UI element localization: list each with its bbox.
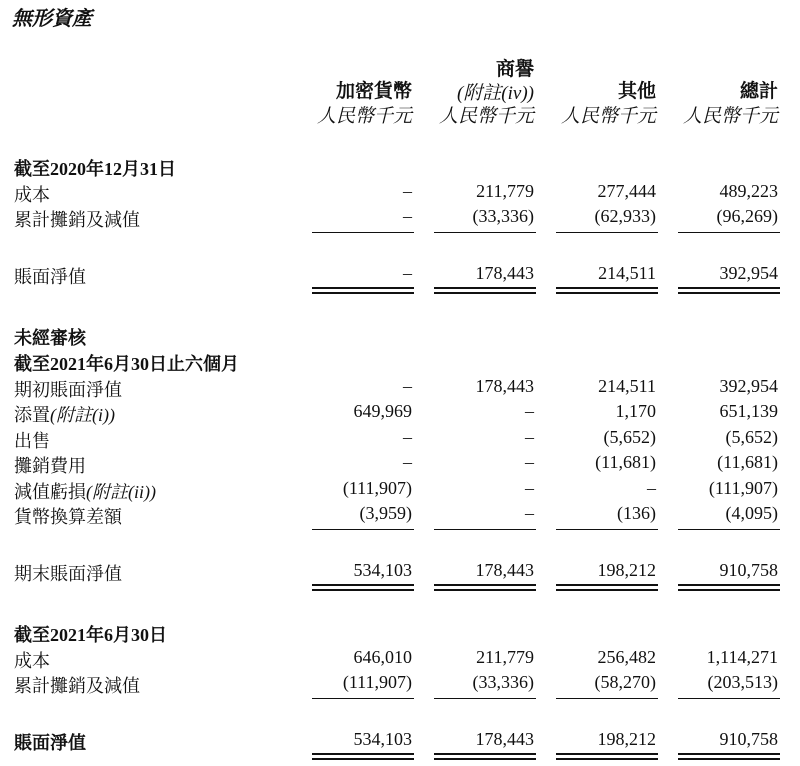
s2-r3-others: (11,681)	[595, 452, 656, 472]
s3-net-others: 198,212	[597, 729, 656, 749]
s2-r3-total: (11,681)	[717, 452, 778, 472]
s3-subtotal-rule-goodwill	[434, 698, 536, 699]
s1-net-total: 392,954	[719, 263, 778, 283]
s2-total-double-rule-goodwill	[434, 584, 536, 591]
s3-total-double-rule-others	[556, 753, 658, 760]
s3-cost-total: 1,114,271	[706, 647, 778, 667]
s2-r2-crypto: –	[403, 427, 412, 447]
s1-subtotal-rule-others	[556, 232, 658, 233]
s1-cost-others: 277,444	[597, 181, 656, 201]
s3-amort-total: (203,513)	[707, 672, 778, 692]
s1-row-cost-label: 成本	[14, 185, 50, 205]
s2-total-double-rule-crypto	[312, 584, 414, 591]
section3-heading: 截至2021年6月30日	[14, 625, 167, 645]
s2-row-label: 添置(附註(i))	[14, 405, 115, 425]
s3-net-crypto: 534,103	[353, 729, 412, 749]
section1-heading: 截至2020年12月31日	[14, 159, 176, 179]
s2-r0-crypto: –	[403, 376, 412, 396]
s2-r3-crypto: –	[403, 452, 412, 472]
page-title: 無形資產	[12, 8, 92, 30]
s1-subtotal-rule-goodwill	[434, 232, 536, 233]
col-unit-others: 人民幣千元	[560, 106, 656, 127]
s2-r5-others: (136)	[617, 503, 656, 523]
s2-row-note: (附註(i))	[50, 405, 115, 425]
s3-net-label: 賬面淨值	[14, 733, 86, 753]
s3-total-double-rule-goodwill	[434, 753, 536, 760]
s2-r2-others: (5,652)	[603, 427, 656, 447]
s2-r3-goodwill: –	[525, 452, 534, 472]
s2-row-label: 攤銷費用	[14, 456, 86, 476]
s1-total-double-rule-total	[678, 287, 780, 294]
s3-net-goodwill: 178,443	[475, 729, 534, 749]
s3-total-double-rule-total	[678, 753, 780, 760]
s3-cost-crypto: 646,010	[353, 647, 412, 667]
s1-total-double-rule-others	[556, 287, 658, 294]
s1-amort-goodwill: (33,336)	[472, 206, 534, 226]
s1-net-label: 賬面淨值	[14, 267, 86, 287]
s3-subtotal-rule-others	[556, 698, 658, 699]
s1-subtotal-rule-total	[678, 232, 780, 233]
s3-subtotal-rule-total	[678, 698, 780, 699]
s1-total-double-rule-goodwill	[434, 287, 536, 294]
s3-cost-others: 256,482	[597, 647, 656, 667]
s2-r0-goodwill: 178,443	[475, 376, 534, 396]
s3-row-amort-label: 累計攤銷及減值	[14, 676, 140, 696]
s2-r1-others: 1,170	[615, 401, 656, 421]
s2-row-label: 期初賬面淨值	[14, 380, 122, 400]
s2-subtotal-rule-total	[678, 529, 780, 530]
s2-net-others: 198,212	[597, 560, 656, 580]
s1-net-crypto: –	[403, 263, 412, 283]
s1-amort-others: (62,933)	[594, 206, 656, 226]
s3-net-total: 910,758	[719, 729, 778, 749]
col-header-goodwill-note: (附註(iv))	[456, 83, 534, 104]
section2-heading-period: 截至2021年6月30日止六個月	[14, 354, 239, 374]
s1-cost-goodwill: 211,779	[476, 181, 534, 201]
s2-r4-goodwill: –	[525, 478, 534, 498]
s2-r2-goodwill: –	[525, 427, 534, 447]
s1-subtotal-rule-crypto	[312, 232, 414, 233]
section2-heading-unaudited: 未經審核	[14, 328, 86, 348]
s2-r1-goodwill: –	[525, 401, 534, 421]
s2-row-label: 減值虧損(附註(ii))	[14, 482, 156, 502]
s1-net-others: 214,511	[598, 263, 656, 283]
s2-r0-total: 392,954	[719, 376, 778, 396]
s2-r2-total: (5,652)	[725, 427, 778, 447]
s3-total-double-rule-crypto	[312, 753, 414, 760]
col-header-others: 其他	[617, 81, 656, 102]
s2-r5-total: (4,095)	[725, 503, 778, 523]
s2-r1-crypto: 649,969	[353, 401, 412, 421]
col-header-crypto: 加密貨幣	[335, 81, 412, 102]
s2-r5-crypto: (3,959)	[359, 503, 412, 523]
s2-r1-total: 651,139	[719, 401, 778, 421]
s3-row-cost-label: 成本	[14, 651, 50, 671]
s2-row-label: 貨幣換算差額	[14, 507, 122, 527]
s1-amort-crypto: –	[403, 206, 412, 226]
s2-net-goodwill: 178,443	[475, 560, 534, 580]
s2-net-label: 期末賬面淨值	[14, 564, 122, 584]
s2-r0-others: 214,511	[598, 376, 656, 396]
s1-net-goodwill: 178,443	[475, 263, 534, 283]
s3-amort-goodwill: (33,336)	[472, 672, 534, 692]
s3-amort-others: (58,270)	[594, 672, 656, 692]
col-unit-crypto: 人民幣千元	[316, 106, 412, 127]
col-unit-goodwill: 人民幣千元	[438, 106, 534, 127]
s2-total-double-rule-total	[678, 584, 780, 591]
s1-amort-total: (96,269)	[716, 206, 778, 226]
s2-row-note: (附註(ii))	[86, 482, 156, 502]
s2-row-label: 出售	[14, 431, 50, 451]
s3-cost-goodwill: 211,779	[476, 647, 534, 667]
s1-total-double-rule-crypto	[312, 287, 414, 294]
s1-cost-total: 489,223	[719, 181, 778, 201]
col-header-goodwill: 商譽	[495, 59, 534, 80]
s2-subtotal-rule-others	[556, 529, 658, 530]
s1-cost-crypto: –	[403, 181, 412, 201]
s2-r4-others: –	[647, 478, 656, 498]
s2-subtotal-rule-crypto	[312, 529, 414, 530]
col-unit-total: 人民幣千元	[682, 106, 778, 127]
s2-subtotal-rule-goodwill	[434, 529, 536, 530]
s2-net-total: 910,758	[719, 560, 778, 580]
s2-r5-goodwill: –	[525, 503, 534, 523]
s2-net-crypto: 534,103	[353, 560, 412, 580]
s2-r4-crypto: (111,907)	[342, 478, 412, 498]
s3-amort-crypto: (111,907)	[342, 672, 412, 692]
s3-subtotal-rule-crypto	[312, 698, 414, 699]
s2-r4-total: (111,907)	[708, 478, 778, 498]
col-header-total: 總計	[739, 81, 778, 102]
s2-total-double-rule-others	[556, 584, 658, 591]
s1-row-amort-label: 累計攤銷及減值	[14, 210, 140, 230]
